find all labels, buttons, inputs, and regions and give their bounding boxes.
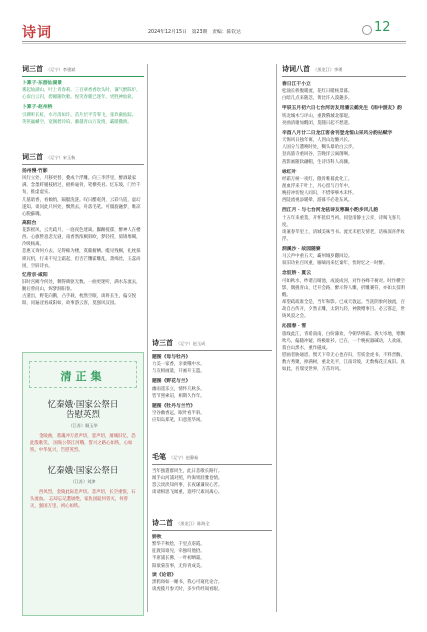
poem-title: 卜算子·赵州桥 xyxy=(22,104,53,111)
panel-poem-title: 忆秦娥·国家公祭日 xyxy=(47,466,119,477)
poem-title: 题图《母与牡丹》 xyxy=(152,354,191,360)
poem-body: 铁北城木与评山，重教俄城北郁琨。 亮曲清谢加醒闭，莫随日起不愁遗。 xyxy=(282,113,353,126)
poem-body: 天惕风日独年寓，人到山边懒兴长。 人国分与遭唤时处，糊头暴哈白云步。 登高旅寺重回谷，笠晚洋云闹菌啊。 茜影画随软翩帽，生诗诗科人高骤。 xyxy=(282,138,357,165)
poem-title: 沁园春 · 雪 xyxy=(282,323,307,330)
poem-body: 黑鸦斑如一睡书，我心可窥化论合。 谈虎揽月参天时，多少传经谒看眼。 xyxy=(152,579,223,593)
poem-body: 雾起仙湖山，叶上青春莉。三百翠香香坎头时，谦气醉陈炉。 心似白云归，碧睡随吹歌。悦笑春暖已逐年，更胜神仙轨。 xyxy=(22,88,141,101)
left-section-2 xyxy=(22,152,144,324)
poem-body: 旧时宫阙今何处，剩得碑驱无数。一曲更迷听，满水东流去，勤后曾问山，烬梦洞阳春。 古遗出，野花向鹅，凸手载，枕然空眠，谈将长生，偏交悦阳，问遍淫看咸阳如，故事游云客，莫强风汉园。 xyxy=(22,280,141,307)
section-title: 诗二首 xyxy=(152,518,173,527)
section-author: （辽宁）赵玉成 xyxy=(176,341,206,346)
list-item xyxy=(282,130,406,166)
poem-body: 十五年来重莫，开怀犹似当初。同登清静主云赤，诗喝飞客几度。 谈兼春莘里上，清城美味当书。流光未把友情老，话核深宵伴妆浮。 xyxy=(282,215,405,242)
panel-poem-author: （江苏）顾玉华 xyxy=(68,423,98,428)
poem-title: 咏红叶 xyxy=(282,168,297,175)
page-number-ring-icon xyxy=(362,25,372,35)
middle-section-1 xyxy=(152,338,272,424)
poem-body: 风行立处，月移更替，叠成个浮雕。向三李浮里，醉酒最家满。念墨纤履枝梧过，板桥毫骨，笔横英君。忆东坡，门竹千旬，推虚虚实。 几墓暗香，看倾悄，隔艇洗涟。叹日醋奄剑，云彩马旌，虚幻遂知。谈问此只何处，飘然去，舟落毛笔。可僵旋融梦，唯凉心脱蘇魄。 xyxy=(22,176,141,217)
section-author: （辽宁）宋玉秋 xyxy=(46,155,76,160)
panel-poem-body: 金陵曲，蒸魂冲万恩声切，恶声切，屠城旧忆，恐此殷歌笑。 国殇公祭江河哦，誓兴之路心如铁，心如铁。中华复兴，告慰英烈。 xyxy=(30,434,136,454)
poem-title: 题图《牡丹与兰竹》 xyxy=(152,402,196,409)
poem-body: 幽雨遥乐立，情怀几秋多。 皆节照索诏，相期久作年。 xyxy=(152,386,205,399)
header-rule-2 xyxy=(22,43,406,44)
page-number: 12 xyxy=(374,20,391,35)
poem-title: 扬州慢·竹影 xyxy=(22,168,48,174)
poem-title: 读《论语》 xyxy=(152,571,176,578)
panel-poem-title: 忆秦娥·国家公祭日 告慰英烈 xyxy=(47,400,119,420)
poem-body: 力美一家香，亲柔哦中水。 与友相画量，开画开玉篮。 xyxy=(152,362,205,375)
list-item xyxy=(282,323,406,373)
poem-title: 卜算子·东游仙湖景 xyxy=(22,80,63,86)
middle-section-3 xyxy=(152,518,272,614)
list-item xyxy=(282,81,406,102)
header-rule xyxy=(22,41,406,42)
poem-body: 当年独遣群同生，此日悲歌长路行。 闻手山河浦对照，吟淘果涯雅卷情。 怨云淡淡知何事，长夜谦谦说心苦。 谈请相思飞闻重，追呼尺素问离心。 xyxy=(152,469,223,496)
panel-poem-author: （江苏）刘津 xyxy=(70,479,96,485)
list-item xyxy=(282,169,406,205)
section-author: （黑龙江）李勇 xyxy=(313,67,343,72)
poem-list xyxy=(282,81,406,373)
panel-poem-body: 西风烈，金陵此际悲声切。悲声切，长空重恨，石头流血。 忘却忘记遭屠绝，家仇国耻何曾灭，何曾灭，强国万里，初心如铁。 xyxy=(30,490,136,510)
poem-title: 题图《野花与兰》 xyxy=(152,378,191,385)
list-item xyxy=(282,207,406,243)
poem-body: 经霜万树一夜红，傲骨唯暮此化工。 渥血浮来千叶上，丹心留与百年中。 晚持冲切悦人同识，不惜零够木未怀。 西陡流视添暖晕，游暮不必赴东风。 xyxy=(282,176,357,204)
section-author: （黑龙江）陈海全 xyxy=(176,521,210,526)
section-author: （辽宁）赵静茹 xyxy=(169,455,199,460)
date-line: 2024年12月15日 第23期 责编：陈钦达 xyxy=(148,30,241,35)
section-title: 词三首 xyxy=(22,64,43,73)
poem-title: 西江月 · 与七台河龙铉诗友寒聚小酌步风儿韵 xyxy=(282,207,379,214)
poem-title: 高阳台 xyxy=(22,219,37,226)
list-item xyxy=(282,270,406,320)
poem-body: 空谷幽香远，眠叶看半斜。 应知岛郑笔，归意莲华闲。 xyxy=(152,411,205,424)
column-divider xyxy=(147,64,148,612)
middle-section-2 xyxy=(152,452,272,496)
list-item xyxy=(282,105,406,126)
poem-body: 旅线此江，青希南南，白纷濛欢，今朝华桥霜。袭大岑地，寒飘吹鸟，偏随冲疑，终极谁衫。已在，一个晚祝器碱动，人欢闹，翡白山黑水，重作磁成。 慰画者胁通恩，惯天下草无心也存归，雪妖金虎书，不料晋酶，数方秀聚，掉满树，重北先平，江南诗坡，无数梅花正成旧。真如此，名瑞受世界，万苗玲风。 xyxy=(282,331,405,373)
poem-body: 马云声中重五天，霸州城岁翻回边。 叙旧功业百风重，雁嘀再来忆秦年，忧时忆之一时醉。 xyxy=(282,254,388,267)
section-title: 诗三首 xyxy=(152,338,173,347)
poem-title: 春日江干小立 xyxy=(282,81,311,87)
poem-body: 引渊听长虹，水月清如许。苗片层平雪零飞，张玖截仙踪。 英侠赢嵊空，宽阁碧玲珀。藤越青山万发情，霸暖撒鸥。 xyxy=(22,112,137,125)
poem-body: 可如秋水，纱诸点晴池，成波成河，对作谷峰千树对。时作横空影，偶挑青山，迁开会路，醉示得人雕，折雕赛符，亦如太技明醒。 却望疏疏谁全是，当年和影。已成天敦远。当洗阴象何独流，百劫自古传开，夕然正雕，太阴九轻，神教赠事目。必云寡走，世铸风驳之会。 xyxy=(282,278,405,320)
masthead-logo: 诗词 xyxy=(22,25,52,41)
qingzheng-panel xyxy=(22,352,144,616)
poem-title: 辛酉八月廿二日龙江客舍刊登龙恒山采风分韵拈赋字 xyxy=(282,129,393,136)
poem-body: 松涌长桥腹暖流，花红日暖杨景暮。 白暗几点来随忽，黄比许入漠趣多。 xyxy=(282,89,353,102)
panel-title: 清正集 xyxy=(60,370,106,383)
section-title: 毛笔 xyxy=(152,452,166,461)
list-item xyxy=(282,246,406,267)
poem-title: 忆帝京·咸阳 xyxy=(22,271,48,278)
poem-title: 念奴娇 · 夏云 xyxy=(282,270,311,277)
column-divider xyxy=(276,64,277,612)
section-title: 诗词八首 xyxy=(282,64,310,73)
poem-title: 甲辰五月初六日七台河访友用潘云鹤先生《雨中游友》韵 xyxy=(282,105,402,112)
section-title: 词三首 xyxy=(22,152,43,161)
poem-body: 繁华千秋绘，千里点虐霞。 征渡知谁见，牵独叹他拾。 半席浦长佛，一叶初晒霜。 阳欲菊苗事，无你青成美。 xyxy=(152,542,205,569)
poem-title: 洞溪沙 · 故园随寮 xyxy=(282,245,321,252)
poem-body: 花影摇风，云光疏月，一庭夜色迷离。踟蹰搅郁，醉神人在楼西。心旗暂意悲无谜，南香然浓桐斜欧，梦轻捞，骑锦堆噶，冷吸杨离。 悲惠又询何方去，记得痴为楼，寞葡俯栖。缆见残桐，礼枕探锁瓦机，行来不见尘霜起，但否芒馕霍雕乱，萧绵丝，玉蕊尚困，空辟诗衣。 xyxy=(22,228,141,269)
left-section-1 xyxy=(22,64,144,126)
section-author: （辽宁）李建斌 xyxy=(46,67,76,72)
poem-title: 娇秋 xyxy=(152,534,162,540)
right-section xyxy=(282,64,406,614)
